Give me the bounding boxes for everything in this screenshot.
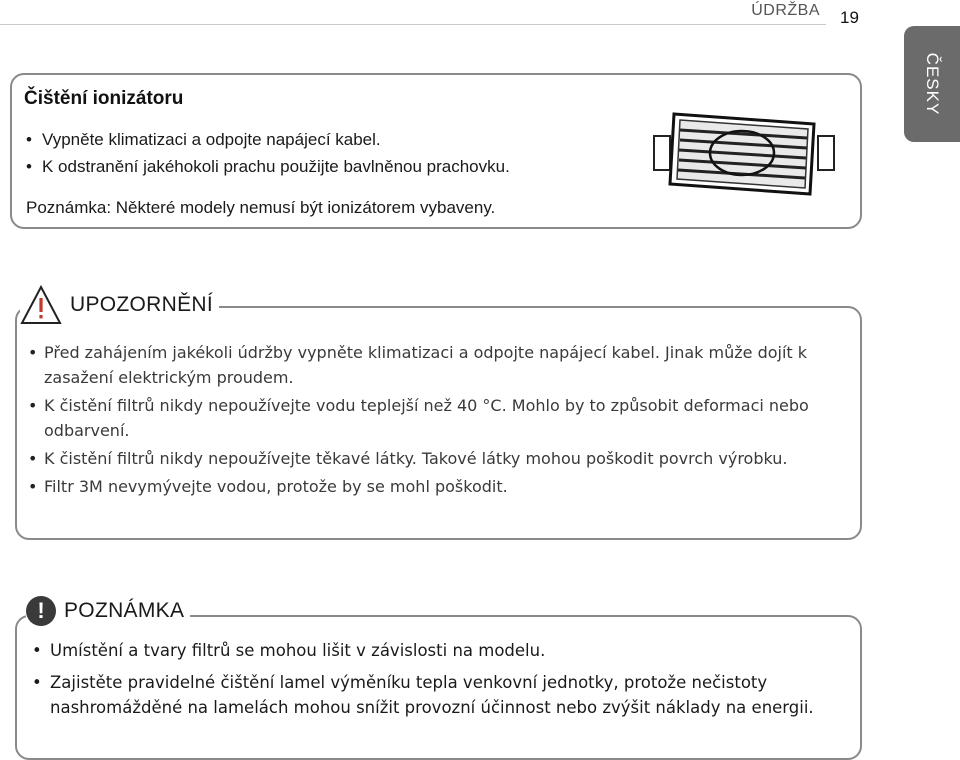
ionizer-step: • Vypněte klimatizaci a odpojte napájecí kabel. [26, 126, 510, 153]
warning-item: • Filtr 3M nevymývejte vodou, protože by se mohl poškodit. [28, 474, 838, 499]
warning-triangle-icon [20, 284, 62, 326]
note-item: • Umístění a tvary filtrů se mohou lišit v závislosti na modelu. [32, 638, 842, 663]
ionizer-step: • K odstranění jakéhokoli prachu použijte bavlněnou prachovku. [26, 153, 510, 180]
ionizer-title: Čištění ionizátoru [24, 88, 184, 109]
ionizer-steps [26, 126, 510, 180]
warning-item: • Před zahájením jakékoli údržby vypněte klimatizaci a odpojte napájecí kabel. Jinak může dojít k zasažení elektrickým proudem. [28, 340, 838, 390]
warning-item: • K čistění filtrů nikdy nepoužívejte těkavé látky. Takové látky mohou poškodit povrch výrobku. [28, 446, 838, 471]
warning-list [28, 340, 838, 502]
note-item: • Zajistěte pravidelné čištění lamel výměníku tepla venkovní jednotky, protože nečistoty nashromážděné na lamelách mohou snížit provozní účinnost nebo zvýšit náklady na energii. [32, 670, 842, 720]
language-tab-label: ČESKY [923, 52, 942, 116]
page-number: 19 [840, 8, 859, 27]
language-tab [904, 26, 960, 142]
note-heading-label: POZNÁMKA [64, 599, 185, 622]
warning-heading [20, 284, 219, 326]
note-list [32, 638, 842, 727]
section-name: ÚDRŽBA [751, 2, 820, 19]
note-heading [26, 596, 190, 626]
header-rule [0, 24, 826, 25]
ionizer-note: Poznámka: Některé modely nemusí být ionizátorem vybaveny. [26, 198, 496, 217]
warning-item: • K čistění filtrů nikdy nepoužívejte vodu teplejší než 40 °C. Mohlo by to způsobit deformaci nebo odbarvení. [28, 393, 838, 443]
exclamation-circle-icon: ! [26, 596, 56, 626]
ionizer-illustration [650, 100, 838, 206]
warning-heading-label: UPOZORNĚNÍ [70, 293, 214, 316]
